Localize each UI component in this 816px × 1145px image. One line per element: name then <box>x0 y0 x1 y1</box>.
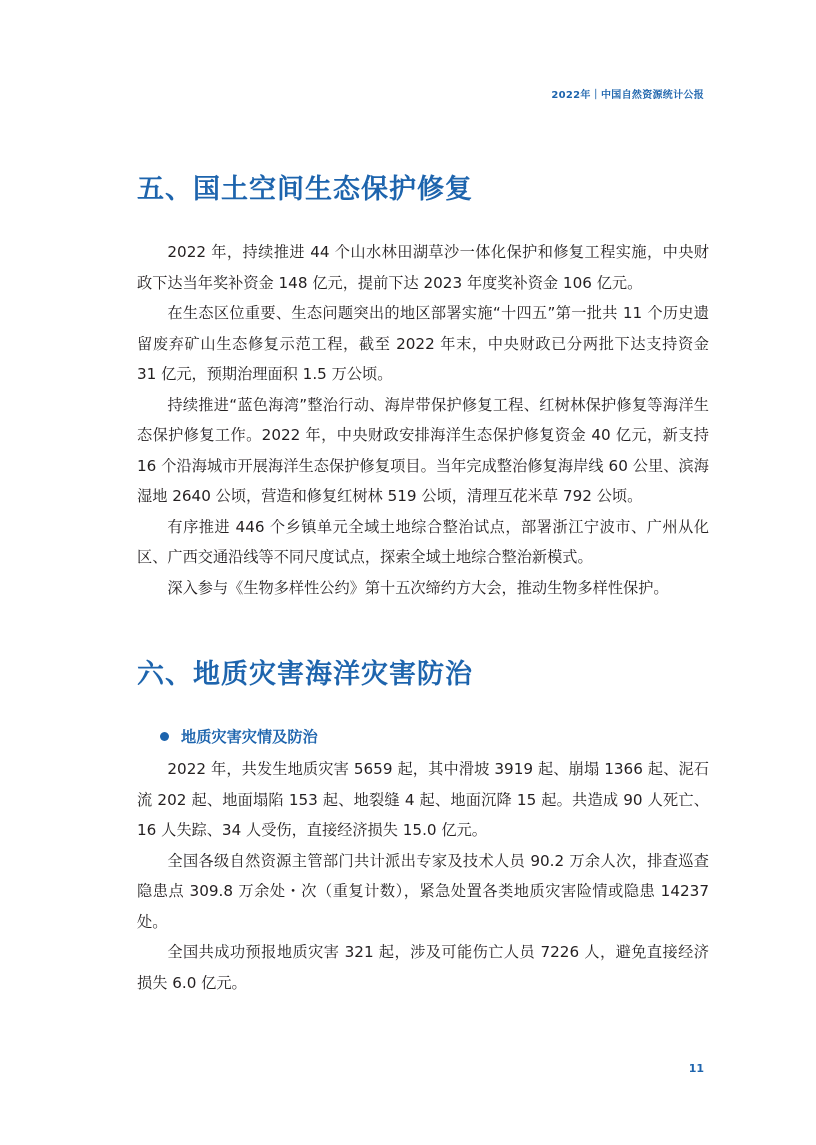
paragraph: 2022 年，持续推进 44 个山水林田湖草沙一体化保护和修复工程实施，中央财政下达当年奖补资金 148 亿元，提前下达 2023 年度奖补资金 106 亿元。 <box>137 243 709 292</box>
paragraph: 持续推进“蓝色海湾”整治行动、海岸带保护修复工程、红树林保护修复等海洋生态保护修复工作。2022 年，中央财政安排海洋生态保护修复资金 40 亿元，新支持 16 个沿海城市开展海洋生态保护修复项目。当年完成整治修复海岸线 60 公里、滨海湿地 2640 公顷，营造和修复红树林 519 公顷，清理互花米草 792 公顷。 <box>137 395 709 505</box>
section-body-disaster-prevention <box>137 754 709 998</box>
paragraph: 有序推进 446 个乡镇单元全域土地综合整治试点，部署浙江宁波市、广州从化区、广西交通沿线等不同尺度试点，探索全域土地综合整治新模式。 <box>137 517 709 566</box>
page-number: 11 <box>688 1062 704 1075</box>
paragraph: 在生态区位重要、生态问题突出的地区部署实施“十四五”第一批共 11 个历史遗留废弃矿山生态修复示范工程，截至 2022 年末，中央财政已分两批下达支持资金 31 亿元，预期治理面积 1.5 万公顷。 <box>137 304 709 383</box>
paragraph: 深入参与《生物多样性公约》第十五次缔约方大会，推动生物多样性保护。 <box>167 578 669 597</box>
section-title-ecological-restoration: 五、国土空间生态保护修复 <box>137 174 473 205</box>
section-title-disaster-prevention: 六、地质灾害海洋灾害防治 <box>137 659 473 690</box>
paragraph: 全国共成功预报地质灾害 321 起，涉及可能伤亡人员 7226 人，避免直接经济损失 6.0 亿元。 <box>137 943 709 992</box>
subsection-heading-label: 地质灾害灾情及防治 <box>181 728 318 746</box>
subsection-heading <box>160 726 318 747</box>
section-body-ecological-restoration <box>137 237 709 603</box>
bullet-icon <box>160 732 169 741</box>
paragraph: 全国各级自然资源主管部门共计派出专家及技术人员 90.2 万余人次，排查巡查隐患点 309.8 万余处・次（重复计数），紧急处置各类地质灾害险情或隐患 14237 处。 <box>137 851 709 931</box>
running-header: 2022年｜中国自然资源统计公报 <box>551 90 704 101</box>
paragraph: 2022 年，共发生地质灾害 5659 起，其中滑坡 3919 起、崩塌 1366 起、泥石流 202 起、地面塌陷 153 起、地裂缝 4 起、地面沉降 15 起。共造成 90 人死亡、16 人失踪、34 人受伤，直接经济损失 15.0 亿元。 <box>137 760 709 839</box>
